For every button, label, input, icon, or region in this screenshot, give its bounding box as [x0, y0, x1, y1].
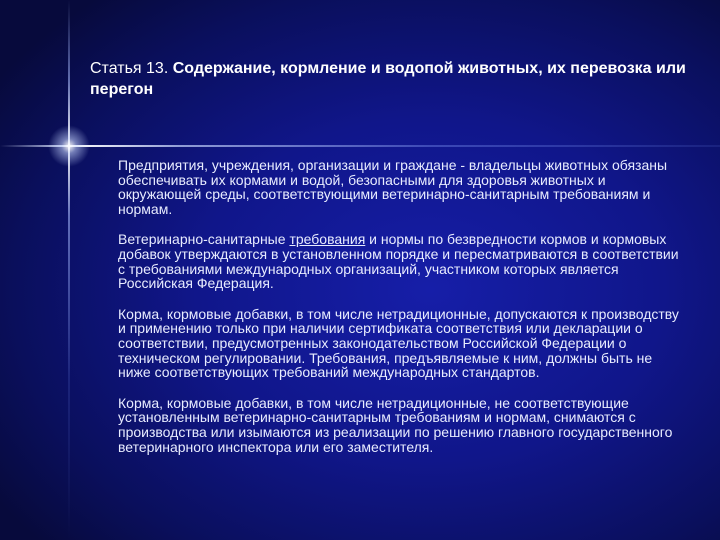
requirements-link[interactable]: требования: [289, 231, 366, 248]
light-flare-icon: [48, 125, 90, 167]
decorative-vertical-line: [68, 0, 70, 540]
paragraph-2-end: и нормы по безвредности кормов и кормовых добавок утверждаются в установленном порядке и пересматриваются в соответствии с требованиями международных организаций, участником которых является Российская Федерация.: [118, 231, 679, 292]
paragraph-4: Корма, кормовые добавки, в том числе нетрадиционные, не соответствующие установленным ветеринарно-санитарным требованиям и нормам, снимаются с производства или изымаются из реализации по решению главного государственного ветеринарного инспектора или его заместителя.: [118, 394, 673, 455]
paragraph-2: [118, 232, 688, 290]
slide-title: [90, 58, 690, 100]
slide-body: [118, 158, 688, 470]
title-prefix: Статья 13.: [90, 60, 173, 77]
decorative-horizontal-line: [0, 145, 720, 147]
paragraph-1: Предприятия, учреждения, организации и граждане - владельцы животных обязаны обеспечивать их кормами и водой, безопасными для здоровья животных и окружающей среды, соответствующими ветеринарно-санитарным требованиям и нормам.: [118, 157, 668, 217]
paragraph-2-start: Ветеринарно-санитарные: [118, 231, 290, 248]
title-heading: Содержание, кормление и водопой животных, их перевозка или перегон: [90, 60, 686, 98]
paragraph-3: Корма, кормовые добавки, в том числе нетрадиционные, допускаются к производству и применению только при наличии сертификата соответствия или декларации о соответствии, предусмотренных законодательством Российской Федерации о техническом регулировании. Требования, предъявляемые к ним, должны быть не ниже соответствующих требований международных стандартов.: [118, 305, 679, 381]
